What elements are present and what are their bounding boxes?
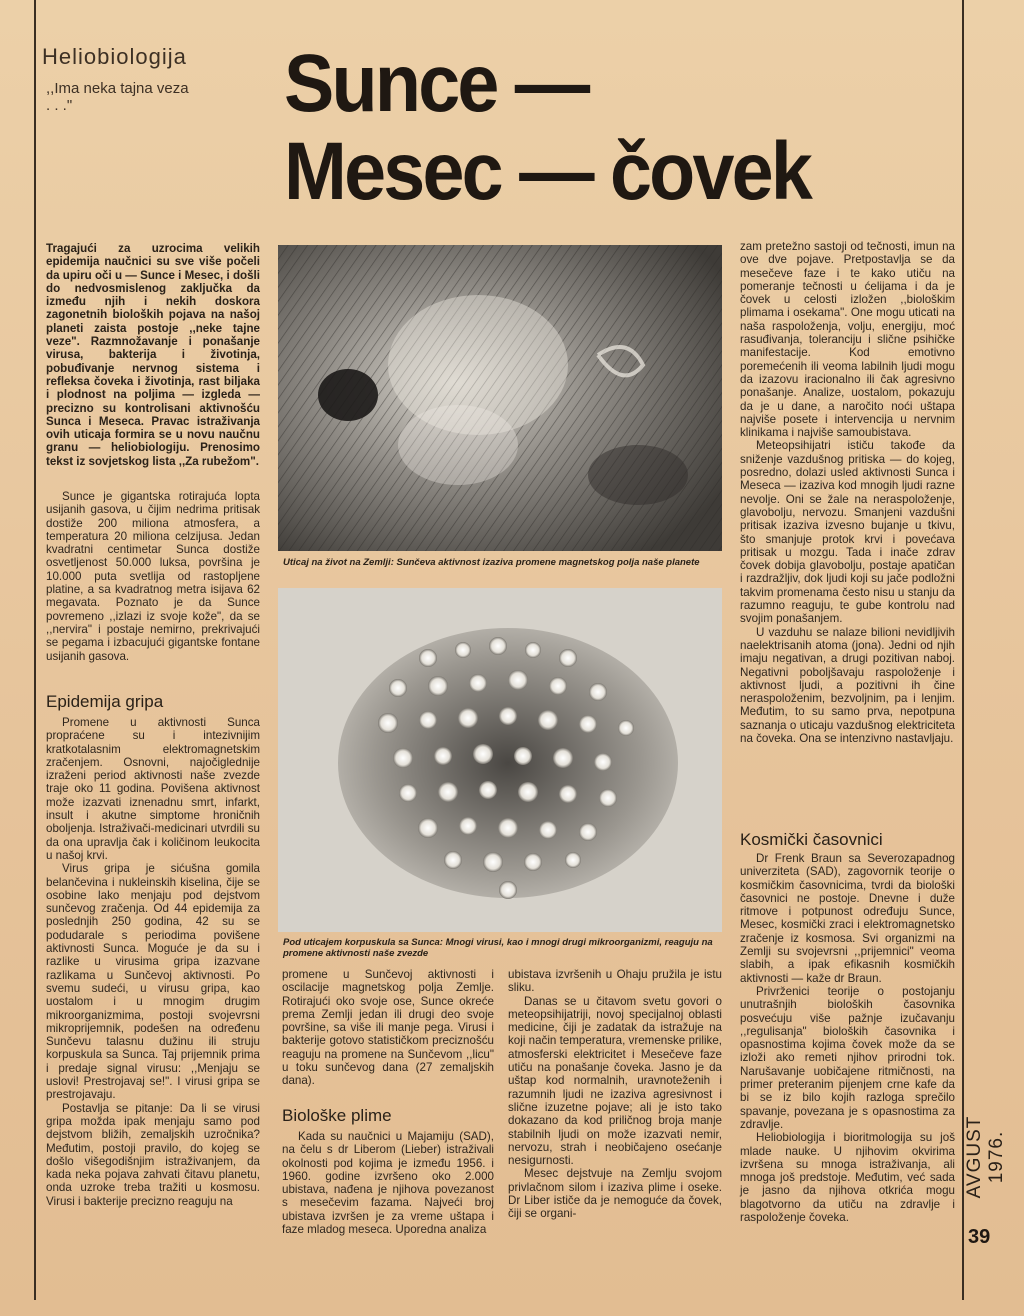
- col4-paragraph-3: U vazduhu se nalaze bilioni nevidljivih naelektrisanih atoma (jona). Jedni od njih imaju negativan, a drugi pozitivan naboj. Negativni poboljšavaju raspoloženje i aktivnost ljudi, a pozitivni ih čine neraspoloženim, bezvoljnim, pa i lenjim. Međutim, to su samo prva, nepotpuna saznanja o uticaju vazdušnog elektriciteta na čoveka. Ona se intenzivno nastavljaju.: [740, 625, 955, 745]
- col4-paragraph-1: zam pretežno sastoji od tečnosti, imun na ove dve pojave. Pretpostavlja se da mesečeve faze i te kako utiču na pomeranje tečnosti u ćelijama i da je čovek u celosti izložen ,,biološkim plimama i osekama". One mogu uticati na naša raspoloženja, volju, energiju, moć rasuđivanja, toleranciju i slične psihičke manifestacije. Kod emotivno poremećenih ili veoma labilnih ljudi mogu da izazovu iracionalno ili čak agresivno ponašanje. Analize, uostalom, pokazuju da je u dane, a naročito noći uštapa najviše posete i intervencija u nervnim klinikama i najviše samoubistava.: [740, 240, 955, 440]
- column-3: [508, 968, 722, 1221]
- col4-paragraph-6: Heliobiologija i bioritmologija su još mlade nauke. U njihovim okvirima izvršena su mnoga istraživanja, ali mnoga još predstoje. Međutim, već sada je jasno da njihova otkrića mogu blagotvorno da utiču na zdravlje i raspoloženje čoveka.: [740, 1131, 955, 1225]
- issue-date: [966, 1080, 1006, 1220]
- col4-paragraph-5: Privrženici teorije o postojanju unutrašnjih bioloških časovnika posvećuju više pažnje izučavanju ,,regulisanja" bioloških časovnika i opasnostima kojima čovek može da se izloži ako remeti njihov prirodni tok. Narušavanje uobičajene ritmičnosti, na primer preteranim pijenjem crne kafe da bi se iz bilo kojih razloga sprečilo spavanje, povezana je s opasnostima za zdravlje.: [740, 984, 955, 1131]
- col3-paragraph-1: ubistava izvršenih u Ohaju pružila je istu sliku.: [508, 968, 722, 995]
- left-column-rule: [34, 0, 36, 1300]
- col1-paragraph-1: Sunce je gigantska rotirajuća lopta usijanih gasova, u čijim nedrima pritisak dostiže 200 miliona atmosfera, a temperatura 20 miliona celzijusa. Jedan kvadratni centimetar Sunca dostiže osvetljenost 50.000 luksa, površina je 10.000 puta svetlija od rastopljene platine, a sa kvadratnog metra isijava 62 megavata. Poznato je da Sunce povremeno ,,izlazi iz svoje kože", da se ,,nervira" i postaje nemirno, prekrivajući se pegama i izbacujući gigantske fontane usijanih gasova.: [46, 490, 260, 663]
- col1-paragraph-2: Promene u aktivnosti Sunca propraćene su i intezivnijim kratkotalasnim elektromagnetskim zračenjem. Osnovni, najočiglednije izraženi period aktivnosti naše zvezde traje oko 11 godina. Povišena aktivnost može izazvati iznenadnu smrt, infarkt, insult i akutne simptome hroničnih oboljenja. Istraživači-medicinari utvrdili su da ona upravlja čak i količinom leukocita u našoj krvi.: [46, 716, 260, 862]
- col4-paragraph-4: Dr Frenk Braun sa Severozapadnog univerziteta (SAD), zagovornik teorije o kosmičkim časovnicima, tvrdi da biološki časovnici ne postoje. Dnevne i duže ritmove i potpunost određuju Sunce, Mesec, kosmički zraci i elektromagnetsko zračenje iz kosmosa. Svi organizmi na Zemlji su svojevrsni ,,prijemnici" veoma slabih, a ipak efikasnih kosmičkih aktivnosti — kaže dr Braun.: [740, 852, 955, 985]
- column-1-bottom: [46, 716, 260, 1208]
- col3-paragraph-3: Mesec dejstvuje na Zemlju svojom privlačnom silom i izaziva plime i oseke. Dr Liber ističe da je nemoguće da čovek, čiji se organi-: [508, 1167, 722, 1221]
- sun-surface-photo: [278, 245, 722, 551]
- col3-paragraph-2: Danas se u čitavom svetu govori o meteopsihijatriji, novoj specijalnoj oblasti medicine, čiji je zadatak da istražuje na koji način temperatura, vremenske prilike, atmosferski elektricitet i Mesečeve faze utiču na ponašanje čoveka. Jasno je da uštap kod normalnih, uravnoteženih i razumnih ljudi ne izaziva agresivnost i slične izuzetne pojave; ali je isto tako dokazano da kod priličnog broja manje stabilnih ljudi on može izazvati nemir, nervozu, strah i neobičajeno osećanje nesigurnosti.: [508, 994, 722, 1168]
- top-photo-caption: Uticaj na život na Zemlji: Sunčeva aktivnost izaziva promene magnetskog polja naše planete: [283, 557, 700, 568]
- col2-paragraph-1: promene u Sunčevoj aktivnosti i oscilacije magnetskog polja Zemlje. Rotirajući oko svoje ose, Sunce okreće prema Zemlji jedan ili drugi deo svoje površine, sa više ili manje pega. Virusi i bakterije gotovo statističkom preciznošću reaguju na promene na Sunčevom ,,licu" u toku sunčevog dana (27 zemaljskih dana).: [282, 968, 494, 1088]
- subkicker: ,,Ima neka tajna veza . . .": [46, 80, 189, 114]
- column-1-top: [46, 490, 260, 663]
- col1-paragraph-3: Virus gripa je sićušna gomila belančevina i nukleinskih kiselina, čije se osobine lako menjaju pod dejstvom sunčevog zračenja. Od 44 epidemija za poslednjih 250 godina, 42 su se podudarale s periodima povišene aktivnosti Sunca. Moguće je da su i razlike u virusima gripa izazvane razlikama u Sunčevoj aktivnosti. Po svemu sudeći, u virusu gripa, kao uostalom i u mnogim drugim mikroorganizmima, postoji svojevrsni mikroprijemnik, podešen na određenu Sunčevu talasnu dužinu ili struju korpuskula sa Sunca. Taj prijemnik prima i predaje signal virusu: ,,Menjaju se uslovi! Prestrojavaj se!". I virusi gripa se prestrojavaju.: [46, 862, 260, 1102]
- issue-date-text: AVGUST 1976.: [964, 1115, 1007, 1199]
- column-2-top: [282, 968, 494, 1088]
- bottom-photo-caption: Pod uticajem korpuskula sa Sunca: Mnogi virusi, kao i mnogi drugi mikroorganizmi, reaguju na promene aktivnosti naše zvezde: [283, 937, 713, 959]
- section-heading-epidemija: Epidemija gripa: [46, 692, 164, 711]
- section-kicker: Heliobiologija: [42, 44, 187, 69]
- section-heading-kosmicki-casovnici: Kosmički časovnici: [740, 830, 883, 849]
- lead-paragraph: Tragajući za uzrocima velikih epidemija naučnici su sve više počeli da upiru oči u — Sunce i Mesec, i došli do nedvosmislenog zaključka da između njih i nekih doskora zagonetnih bioloških pojava na našoj planeti zaista postoje ,,neke tajne veze". Razmnožavanje i ponašanje virusa, bakterija i životinja, pobuđivanje nervnog sistema i refleksa čoveka i životinja, rast biljaka i plodnost na poljima — izgleda — precizno su kontrolisani aktivnošću Sunca i Meseca. Pravac istraživanja ovih uticaja formira se u novu naučnu granu — heliobiologiju. Prenosimo tekst iz sovjetskog lista ,,Za rubežom".: [46, 242, 260, 468]
- col1-paragraph-4: Postavlja se pitanje: Da li se virusi gripa možda ipak menjaju samo pod dejstvom bližih, zemaljskih uzročnika? Međutim, postoji pravilo, do kojeg se došlo višegodišnjim istraživanjem, da kada neka pojava zahvati čitavu planetu, onda uzroke treba tražiti u kosmosu. Virusi i bakterije precizno reaguju na: [46, 1101, 260, 1208]
- column-4-top: [740, 240, 955, 745]
- col2-paragraph-2: Kada su naučnici u Majamiju (SAD), na čelu s dr Liberom (Lieber) istraživali okolnosti pod kojima je između 1956. i 1960. godine izvršeno oko 2.000 ubistava, nađena je njihova povezanost s mesečevim fazama. Najveći broj ubistava izvršen je za vreme uštapa i faze mladog meseca. Uporedna analiza: [282, 1130, 494, 1237]
- column-4-bottom: [740, 852, 955, 1224]
- col4-paragraph-2: Meteopsihijatri ističu takođe da sniženje vazdušnog pritiska — do kojeg, posredno, dolazi usled aktivnosti Sunca i Meseca — izaziva kod mnogih ljudi razne nevolje. Oni se žale na neraspoloženje, glavobolju, nervozu. Smanjeni vazdušni pritisak izaziva izvesno bujanje u tkivu, što smanjuje protok krvi i povećava pritisak u mozgu. Tada i inače zdrav čovek dobija glavobolju, postaje apatičan i razdražljiv, dok ljudi koji su jače podložni takvim promenama često nisu u stanju da razumno reaguju, te gube kontrolu nad svojim ponašanjem.: [740, 439, 955, 626]
- column-2-bottom: [282, 1130, 494, 1236]
- headline-line-1: Sunce —: [284, 38, 588, 129]
- section-heading-bioloske-plime: Biološke plime: [282, 1106, 392, 1125]
- virus-photo: [278, 588, 722, 932]
- headline: [284, 40, 854, 216]
- headline-line-2: Mesec — čovek: [284, 126, 811, 217]
- page-number: 39: [968, 1226, 991, 1248]
